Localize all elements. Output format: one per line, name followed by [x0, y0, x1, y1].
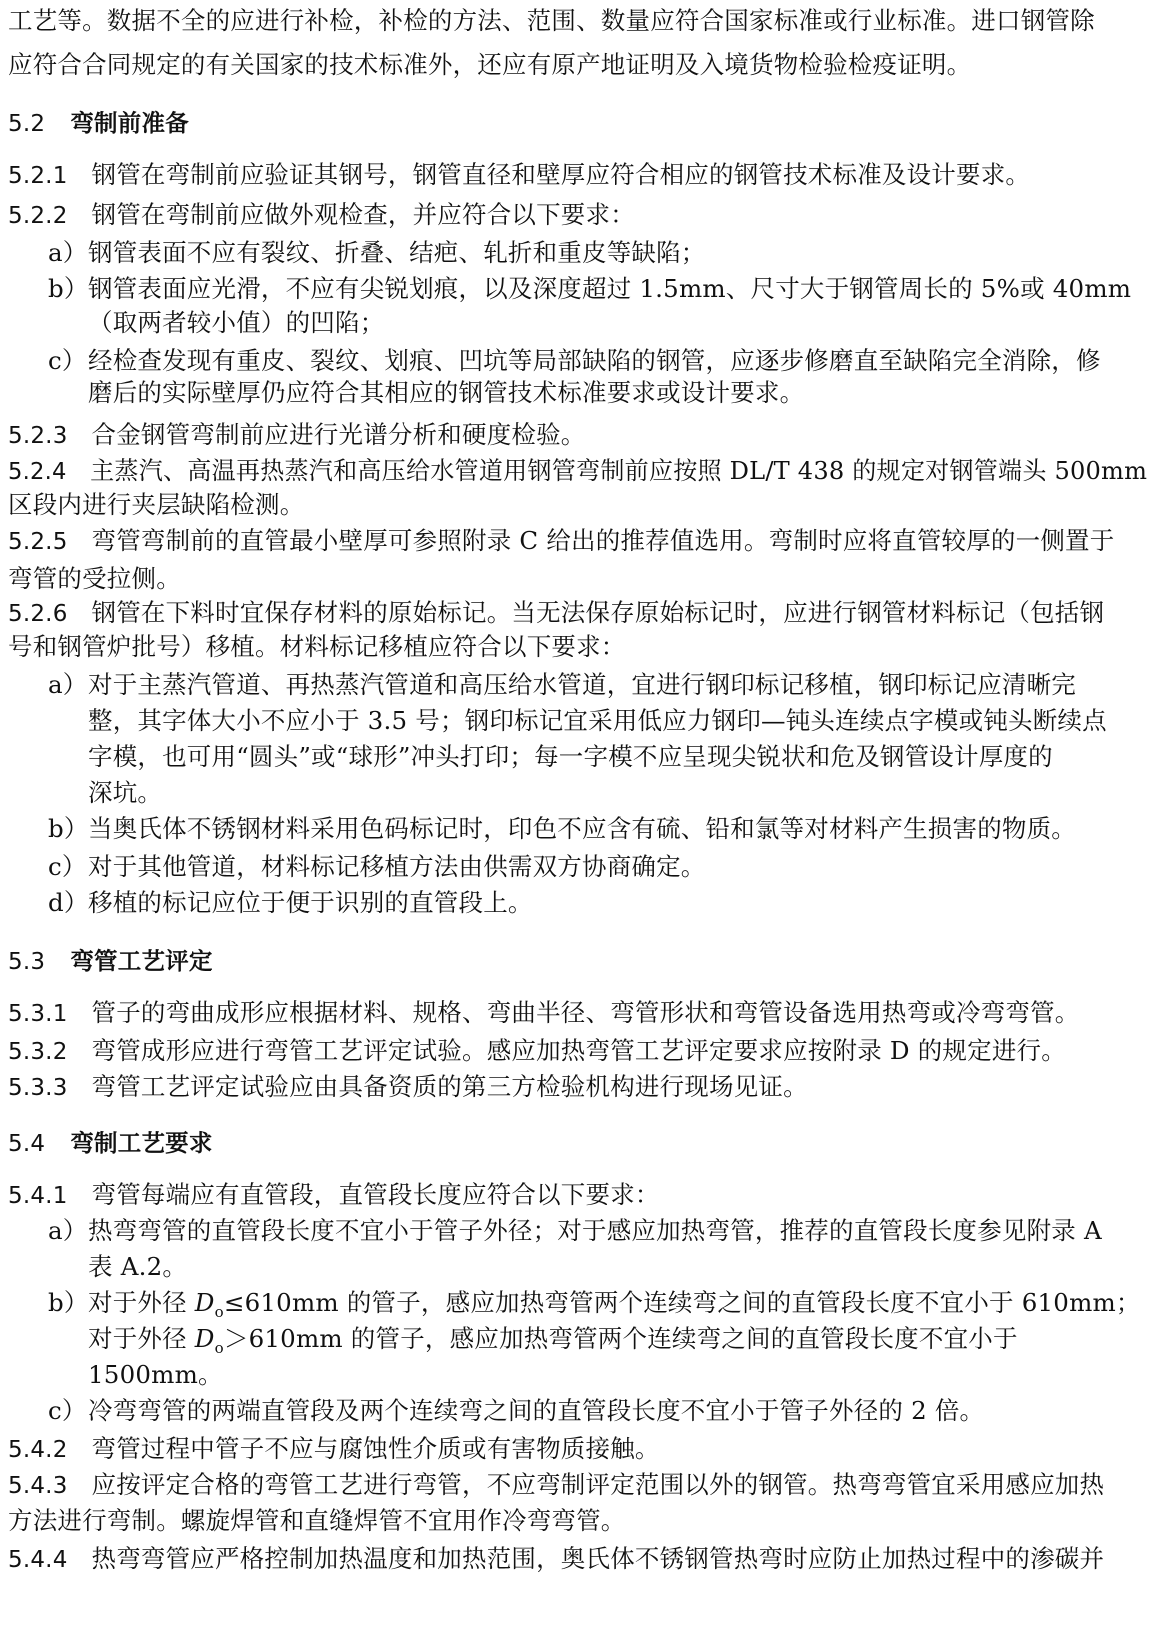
list-item-continuation: 对于外径 $D_o>610mm$ 的管子，感应加热弯管两个连续弯之间的直管段长度不宜小于 [88, 1324, 1018, 1357]
list-item-continuation: 整，其字体大小不应小于 3.5 号；钢印标记宜采用低应力钢印—钝头连续点字模或钝头断续点 [88, 706, 1107, 735]
list-item: c）经检查发现有重皮、裂纹、划痕、凹坑等局部缺陷的钢管，应逐步修磨直至缺陷完全消除，修 [48, 346, 1101, 375]
list-item: a）钢管表面不应有裂纹、折叠、结疤、轧折和重皮等缺陷； [48, 238, 706, 267]
clause-5-4-4: 5.4.4 热弯弯管应严格控制加热温度和加热范围，奥氏体不锈钢管热弯时应防止加热过程中的渗碳并 [8, 1544, 1105, 1573]
clause-5-2-2: 5.2.2 钢管在弯制前应做外观检查，并应符合以下要求： [8, 200, 635, 229]
clause-5-4-3: 5.4.3 应按评定合格的弯管工艺进行弯管，不应弯制评定范围以外的钢管。热弯弯管宜采用感应加热 [8, 1470, 1105, 1499]
list-item: b）钢管表面应光滑，不应有尖锐划痕，以及深度超过 1.5mm、尺寸大于钢管周长的 5%或 40mm [48, 274, 1132, 303]
list-item-continuation: 1500mm。 [88, 1360, 223, 1389]
paragraph-line: 应符合合同规定的有关国家的技术标准外，还应有原产地证明及入境货物检验检疫证明。 [8, 50, 972, 79]
clause-5-3-3: 5.3.3 弯管工艺评定试验应由具备资质的第三方检验机构进行现场见证。 [8, 1072, 808, 1101]
paragraph-line: 弯管的受拉侧。 [8, 564, 181, 593]
list-item-continuation: 深坑。 [88, 778, 163, 807]
list-item: a）对于主蒸汽管道、再热蒸汽管道和高压给水管道，宜进行钢印标记移植，钢印标记应清晰完 [48, 670, 1076, 699]
list-item-continuation: 字模，也可用“圆头”或“球形”冲头打印；每一字模不应呈现尖锐状和危及钢管设计厚度的 [88, 742, 1053, 771]
clause-5-3-2: 5.3.2 弯管成形应进行弯管工艺评定试验。感应加热弯管工艺评定要求应按附录 D 的规定进行。 [8, 1036, 1066, 1065]
clause-5-2-6: 5.2.6 钢管在下料时宜保存材料的原始标记。当无法保存原始标记时，应进行钢管材料标记（包括钢 [8, 598, 1105, 627]
clause-5-4-1: 5.4.1 弯管每端应有直管段，直管段长度应符合以下要求： [8, 1180, 660, 1209]
clause-5-2-4: 5.2.4 主蒸汽、高温再热蒸汽和高压给水管道用钢管弯制前应按照 DL/T 438 的规定对钢管端头 500mm [8, 456, 1148, 485]
section-heading-5-3: 5.3 弯管工艺评定 [8, 947, 213, 975]
list-item: a）热弯弯管的直管段长度不宜小于管子外径；对于感应加热弯管，推荐的直管段长度参见附录 A [48, 1216, 1102, 1245]
list-item-continuation: 磨后的实际壁厚仍应符合其相应的钢管技术标准要求或设计要求。 [88, 378, 805, 407]
paragraph-line: 方法进行弯制。螺旋焊管和直缝焊管不宜用作冷弯弯管。 [8, 1506, 626, 1535]
clause-5-2-3: 5.2.3 合金钢管弯制前应进行光谱分析和硬度检验。 [8, 420, 586, 449]
list-item: c）冷弯弯管的两端直管段及两个连续弯之间的直管段长度不宜小于管子外径的 2 倍。 [48, 1396, 985, 1425]
list-item: b）当奥氏体不锈钢材料采用色码标记时，印色不应含有硫、铅和氯等对材料产生损害的物质。 [48, 814, 1076, 843]
clause-5-2-5: 5.2.5 弯管弯制前的直管最小壁厚可参照附录 C 给出的推荐值选用。弯制时应将直管较厚的一侧置于 [8, 526, 1115, 555]
list-item-continuation: （取两者较小值）的凹陷； [88, 308, 385, 337]
list-item: b）对于外径 $D_o\le 610mm$ 的管子，感应加热弯管两个连续弯之间的直管段长度不宜小于 610mm； [48, 1288, 1141, 1321]
clause-5-4-2: 5.4.2 弯管过程中管子不应与腐蚀性介质或有害物质接触。 [8, 1434, 660, 1463]
clause-5-3-1: 5.3.1 管子的弯曲成形应根据材料、规格、弯曲半径、弯管形状和弯管设备选用热弯或冷弯弯管。 [8, 998, 1080, 1027]
list-item-continuation: 表 A.2。 [88, 1252, 188, 1281]
paragraph-line: 工艺等。数据不全的应进行补检，补检的方法、范围、数量应符合国家标准或行业标准。进口钢管除 [8, 6, 1095, 35]
list-item: d）移植的标记应位于便于识别的直管段上。 [48, 888, 533, 917]
list-item: c）对于其他管道，材料标记移植方法由供需双方协商确定。 [48, 852, 706, 881]
paragraph-line: 区段内进行夹层缺陷检测。 [8, 490, 305, 519]
paragraph-line: 号和钢管炉批号）移植。材料标记移植应符合以下要求： [8, 632, 626, 661]
section-heading-5-2: 5.2 弯制前准备 [8, 109, 189, 137]
section-heading-5-4: 5.4 弯制工艺要求 [8, 1129, 213, 1157]
clause-5-2-1: 5.2.1 钢管在弯制前应验证其钢号，钢管直径和壁厚应符合相应的钢管技术标准及设计要求。 [8, 160, 1031, 189]
